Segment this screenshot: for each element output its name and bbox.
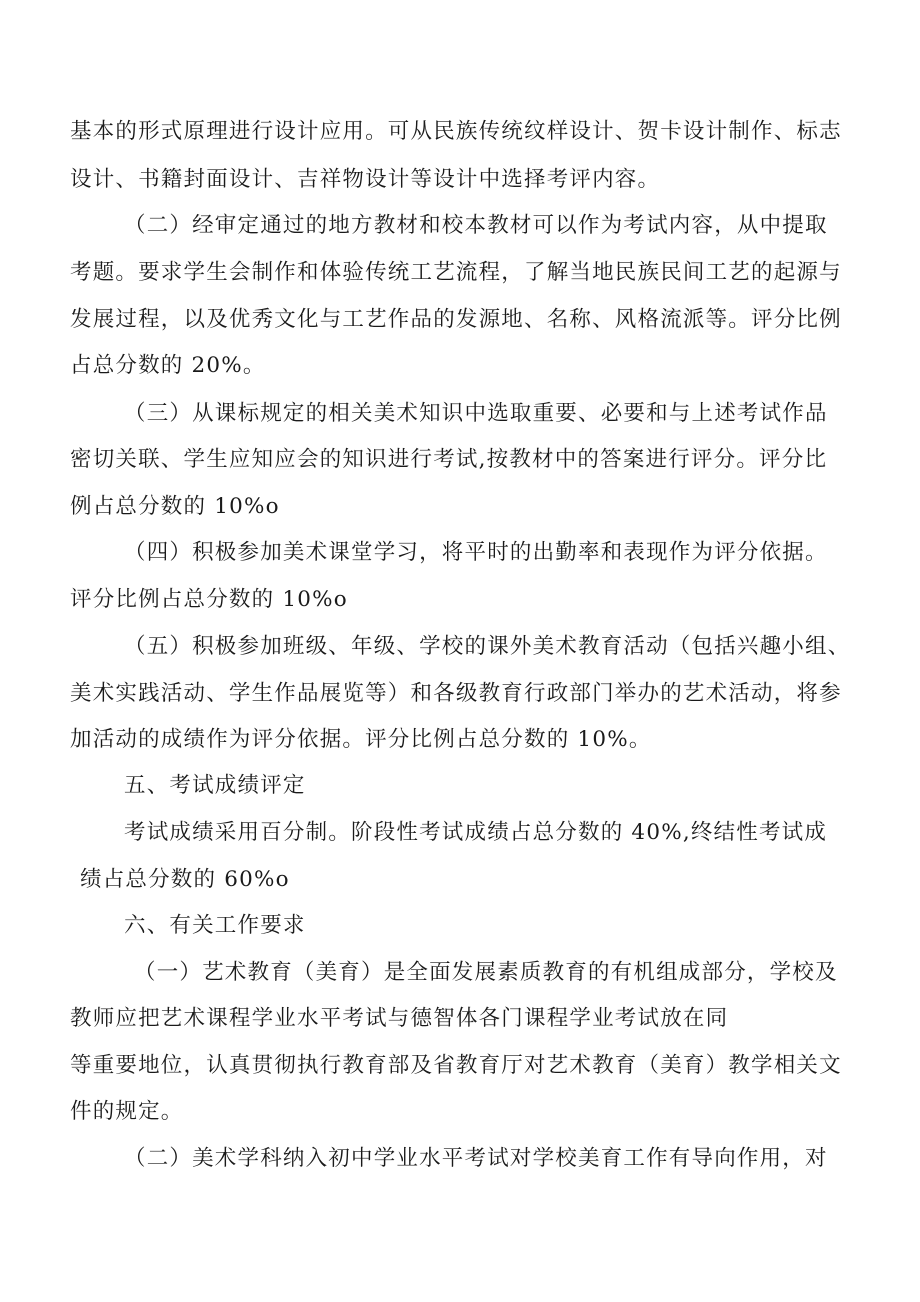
text-line: 发展过程，以及优秀文化与工艺作品的发源地、名称、风格流派等。评分比例: [70, 307, 842, 332]
text-line: 教师应把艺术课程学业水平考试与德智体各门课程学业考试放在同: [70, 1006, 729, 1031]
text-line: 考试成绩采用百分制。阶段性考试成绩占总分数的 40%,终结性考试成: [124, 820, 828, 845]
text-line: （二）经审定通过的地方教材和校本教材可以作为考试内容，从中提取: [124, 213, 828, 238]
text-line: （三）从课标规定的相关美术知识中选取重要、必要和与上述考试作品: [124, 401, 828, 426]
text-line: 加活动的成绩作为评分依据。评分比例占总分数的 10%。: [70, 727, 652, 752]
text-line: 密切关联、学生应知应会的知识进行考试,按教材中的答案进行评分。评分比: [70, 447, 828, 472]
text-line: 基本的形式原理进行设计应用。可从民族传统纹样设计、贺卡设计制作、标志: [70, 119, 842, 144]
text-line: 占总分数的 20%。: [70, 353, 266, 378]
text-line: 美术实践活动、学生作品展览等）和各级教育行政部门举办的艺术活动，将参: [70, 681, 842, 706]
text-line: （五）积极参加班级、年级、学校的课外美术教育活动（包括兴趣小组、: [124, 634, 851, 659]
text-line: 例占总分数的 10%o: [70, 494, 280, 519]
text-line: （一）艺术教育（美育）是全面发展素质教育的有机组成部分，学校及: [134, 960, 838, 985]
text-line: 评分比例占总分数的 10%o: [70, 587, 348, 612]
text-line: （四）积极参加美术课堂学习，将平时的出勤率和表现作为评分依据。: [124, 540, 828, 565]
text-line: 绩占总分数的 60%o: [80, 867, 290, 892]
text-line: （二）美术学科纳入初中学业水平考试对学校美育工作有导向作用，对: [124, 1146, 828, 1171]
section-heading: 五、考试成绩评定: [124, 773, 306, 798]
section-heading: 六、有关工作要求: [124, 913, 306, 938]
text-line: 考题。要求学生会制作和体验传统工艺流程，了解当地民族民间工艺的起源与: [70, 260, 842, 285]
text-line: 设计、书籍封面设计、吉祥物设计等设计中选择考评内容。: [70, 167, 661, 192]
text-line: 等重要地位，认真贯彻执行教育部及省教育厅对艺术教育（美育）教学相关文: [70, 1053, 842, 1078]
text-line: 件的规定。: [70, 1099, 184, 1124]
